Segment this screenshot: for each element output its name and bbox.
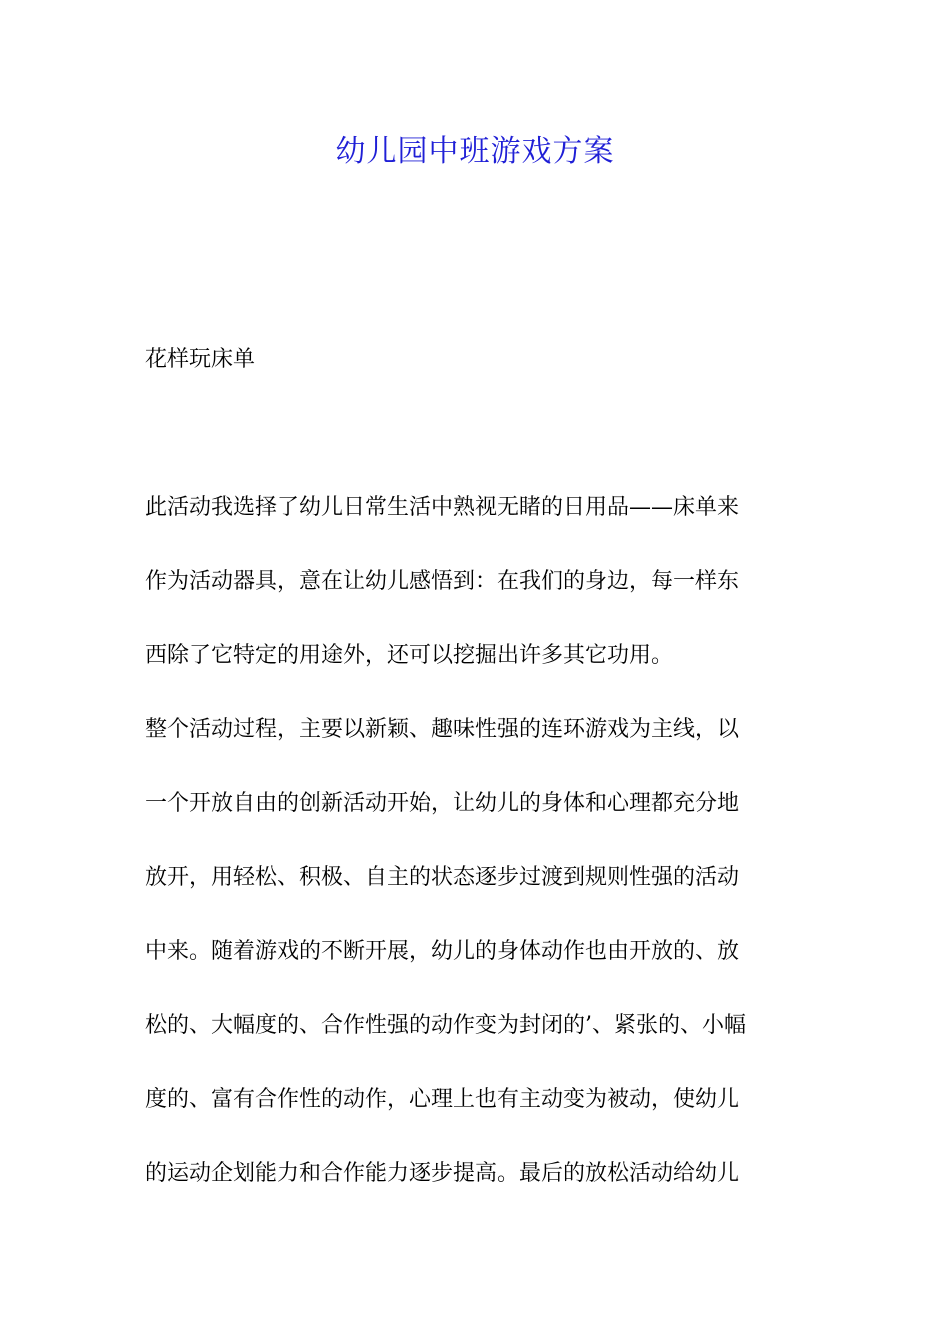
page-title: 幼儿园中班游戏方案 xyxy=(335,134,615,169)
text-line: 西除了它特定的用途外，还可以挖掘出许多其它功用。 xyxy=(145,643,674,668)
text-line: 度的、富有合作性的动作，心理上也有主动变为被动，使幼儿 xyxy=(145,1087,740,1112)
text-line: 中来。随着游戏的不断开展，幼儿的身体动作也由开放的、放 xyxy=(145,939,740,964)
text-line: 的运动企划能力和合作能力逐步提高。最后的放松活动给幼儿 xyxy=(145,1161,740,1186)
section-heading: 花样玩床单 xyxy=(145,347,256,372)
text-line: 此活动我选择了幼儿日常生活中熟视无睹的日用品——床单来 xyxy=(145,495,740,520)
text-line: 松的、大幅度的、合作性强的动作变为封闭的’、紧张的、小幅 xyxy=(145,1013,746,1038)
text-line: 作为活动器具，意在让幼儿感悟到：在我们的身边，每一样东 xyxy=(145,569,740,594)
text-line: 整个活动过程，主要以新颖、趣味性强的连环游戏为主线，以 xyxy=(145,717,740,742)
text-line: 一个开放自由的创新活动开始，让幼儿的身体和心理都充分地 xyxy=(145,791,740,816)
text-line: 放开，用轻松、积极、自主的状态逐步过渡到规则性强的活动 xyxy=(145,865,740,890)
